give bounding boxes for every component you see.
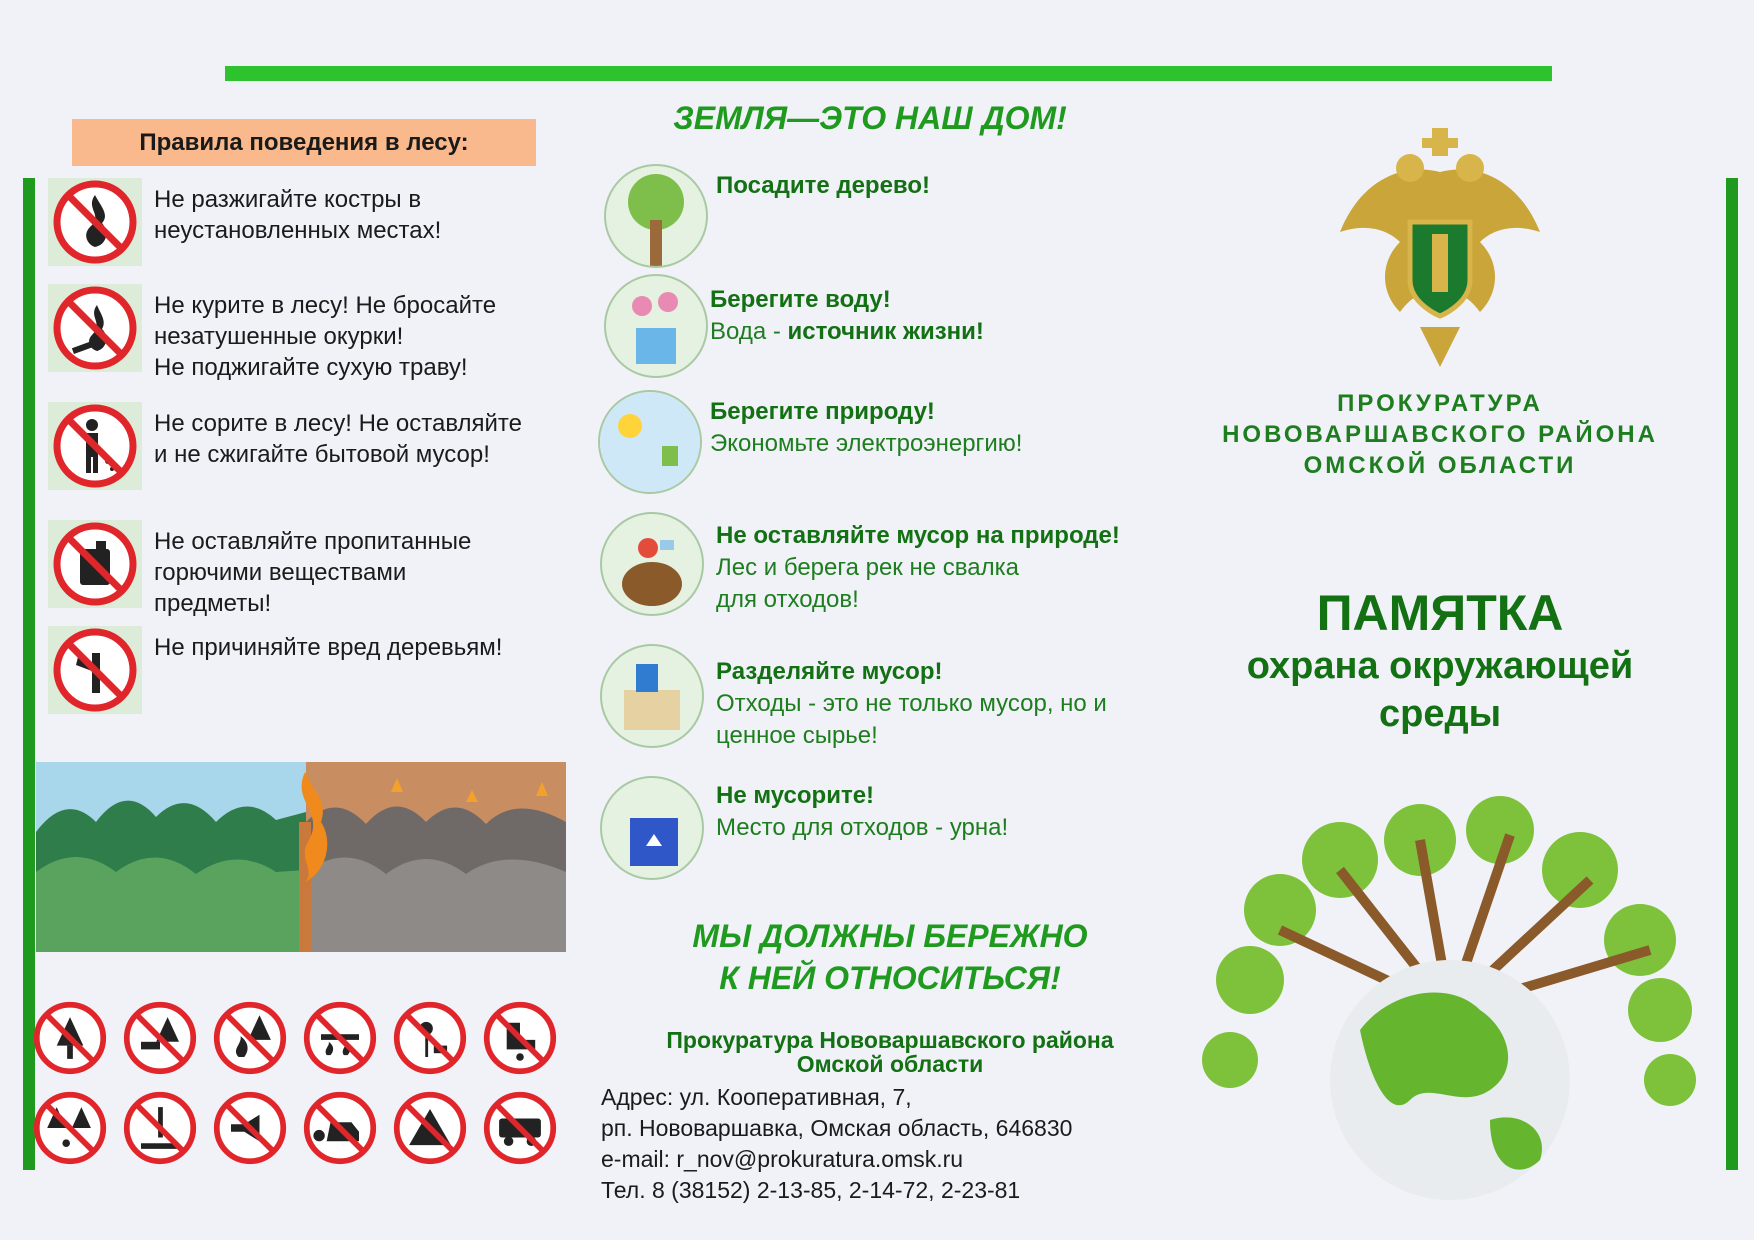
no-forest-fire-icon (212, 1000, 288, 1076)
no-camping-icon (392, 1090, 468, 1166)
rules-header: Правила поведения в лесу: (72, 119, 536, 166)
rule-item (48, 284, 588, 383)
right-border-bar (1726, 178, 1738, 1170)
tip-plant-tree: Посадите дерево! (716, 172, 931, 199)
memo-subtitle: охрана окружающей среды (1246, 645, 1634, 735)
tip-no-litter: Не оставляйте мусор на природе! Лес и берега рек не свалка для отходов! (716, 522, 1120, 613)
hedgehog-litter-icon (600, 512, 704, 616)
no-campfire-icon (48, 178, 142, 266)
sunny-window-icon (598, 390, 702, 494)
no-tree-cutting-icon (32, 1000, 108, 1076)
recycle-bin-icon (600, 776, 704, 880)
memo-title: ПАМЯТКА (1316, 585, 1564, 641)
no-barbecue-icon (302, 1000, 378, 1076)
contact-email[interactable]: e-mail: r_nov@prokuratura.omsk.ru (601, 1146, 964, 1172)
center-title: ЗЕМЛЯ—ЭТО НАШ ДОМ! (673, 100, 1067, 136)
prosecutor-emblem-icon (1320, 122, 1560, 387)
tip-dont-litter: Не мусорите! Место для отходов - урна! (716, 782, 1009, 841)
contact-phone: Тел. 8 (38152) 2-13-85, 2-14-72, 2-23-81 (601, 1177, 1021, 1203)
prohibition-icons-grid (32, 1000, 572, 1182)
no-flower-picking-icon (392, 1000, 468, 1076)
closing-slogan: МЫ ДОЛЖНЫ БЕРЕЖНО К НЕЙ ОТНОСИТЬСЯ! (692, 918, 1088, 996)
rule-text: Не сорите в лесу! Не оставляйте и не сжигайте бытовой мусор! (154, 410, 523, 468)
no-tree-damage-icon (122, 1090, 198, 1166)
contact-address: Адрес: ул. Кооперативная, 7, (601, 1084, 912, 1110)
rule-item (48, 626, 588, 714)
recycle-box-icon (600, 644, 704, 748)
contact-locality: рп. Нововаршавка, Омская область, 646830 (601, 1115, 1073, 1141)
rule-text: Не курите в лесу! Не бросайте незатушенные окурки! Не поджигайте сухую траву! (154, 292, 497, 381)
rule-text: Не причиняйте вред деревьям! (154, 634, 503, 661)
rule-item (48, 178, 588, 266)
no-smoking-icon (48, 284, 142, 372)
no-branch-breaking-icon (122, 1000, 198, 1076)
tree-icon (604, 164, 708, 268)
rule-text: Не оставляйте пропитанные горючими веществами предметы! (154, 528, 472, 617)
forest-fire-illustration (36, 762, 566, 952)
tip-save-water: Берегите воду! Вода - источник жизни! (710, 286, 984, 345)
rule-item (48, 402, 588, 490)
rule-text: Не разжигайте костры в неустановленных местах! (154, 186, 442, 244)
no-tree-damage-icon (48, 626, 142, 714)
organization-name: ПРОКУРАТУРА НОВОВАРШАВСКОГО РАЙОНА ОМСКОЙ ОБЛАСТИ (1222, 390, 1658, 479)
rule-item (48, 520, 588, 619)
no-trampling-icon (482, 1000, 558, 1076)
top-divider (225, 66, 1552, 81)
no-littering-icon (48, 402, 142, 490)
no-littering-forest-icon (32, 1090, 108, 1166)
no-car-pollution-icon (302, 1090, 378, 1166)
no-flammable-icon (48, 520, 142, 608)
contact-organization: Прокуратура Нововаршавского района Омской области (666, 1027, 1114, 1077)
tip-sort-waste: Разделяйте мусор! Отходы - это не только мусор, но и ценное сырье! (716, 658, 1107, 749)
tip-save-nature: Берегите природу! Экономьте электроэнергию! (710, 398, 1023, 457)
water-vase-icon (604, 274, 708, 378)
no-vehicle-icon (482, 1090, 558, 1166)
earth-tree-illustration (1190, 780, 1710, 1200)
no-noise-icon (212, 1090, 288, 1166)
